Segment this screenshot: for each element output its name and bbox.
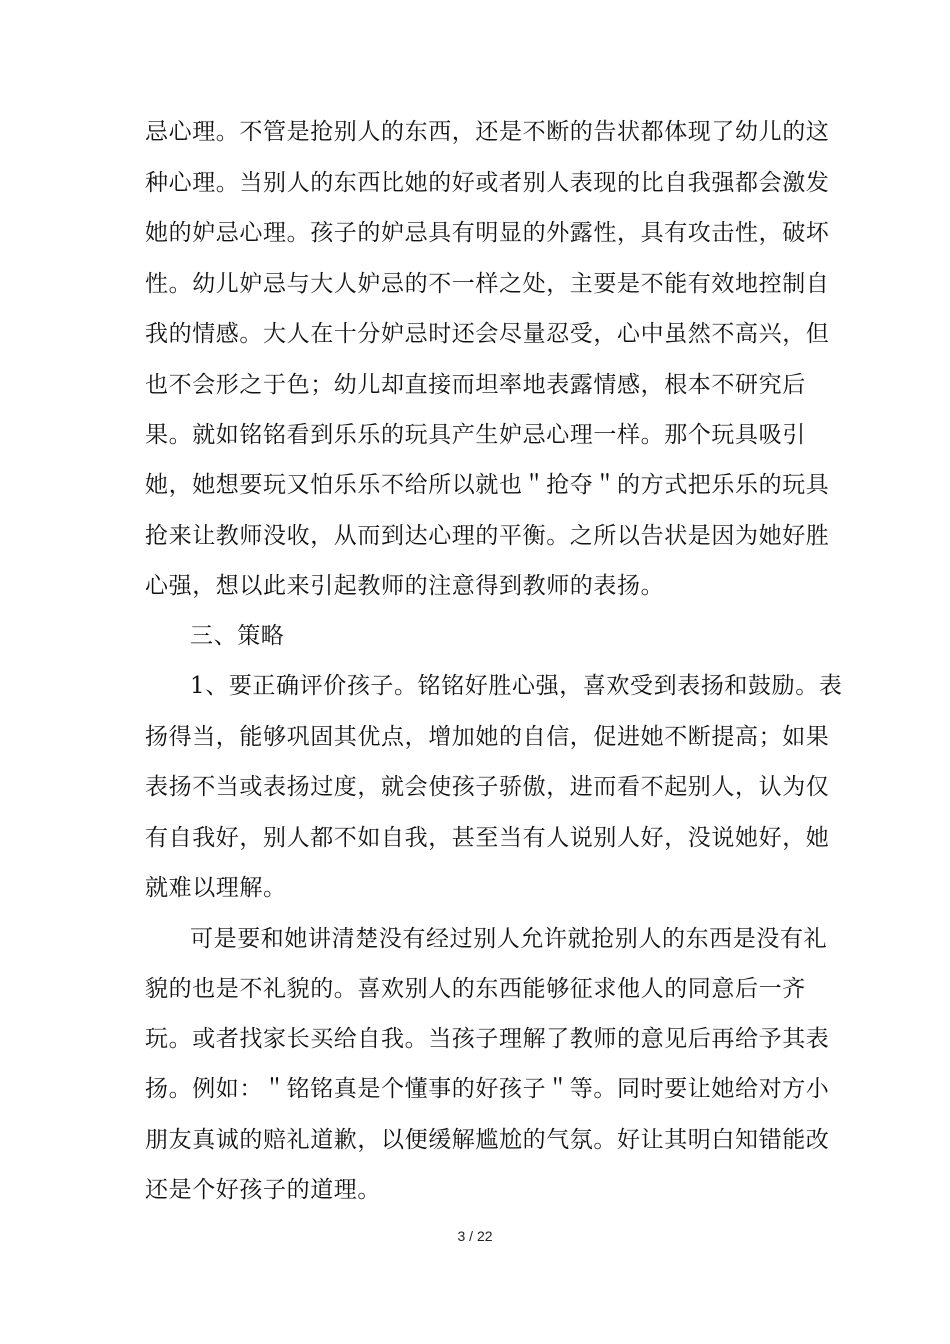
paragraph-3-line-1: 可是要和她讲清楚没有经过别人允许就抢别人的东西是没有礼 (190, 926, 828, 952)
paragraph-3-line-3: 玩。或者找家长买给自我。当孩子理解了教师的意见后再给予其表 (145, 1026, 830, 1052)
paragraph-1-line-6: 也不会形之于色；幼儿却直接而坦率地表露情感，根本不研究后 (145, 372, 806, 398)
paragraph-2-line-3: 表扬不当或表扬过度，就会使孩子骄傲，进而看不起别人，认为仅 (145, 774, 830, 800)
paragraph-1-line-7: 果。就如铭铭看到乐乐的玩具产生妒忌心理一样。那个玩具吸引 (145, 422, 806, 448)
paragraph-1-line-10: 心强，想以此来引起教师的注意得到教师的表扬。 (145, 573, 665, 599)
paragraph-1-line-8: 她，她想要玩又怕乐乐不给所以就也＂抢夺＂的方式把乐乐的玩具 (145, 472, 830, 498)
paragraph-2-line-4: 有自我好，别人都不如自我，甚至当有人说别人好，没说她好，她 (145, 825, 830, 851)
paragraph-1-line-5: 我的情感。大人在十分妒忌时还会尽量忍受，心中虽然不高兴，但 (145, 321, 830, 347)
paragraph-1-line-4: 性。幼儿妒忌与大人妒忌的不一样之处，主要是不能有效地控制自 (145, 271, 830, 297)
page-number: 3 / 22 (457, 1228, 493, 1244)
paragraph-3-line-6: 还是个好孩子的道理。 (145, 1177, 381, 1203)
section-heading: 三、策略 (190, 623, 285, 649)
paragraph-1-line-1: 忌心理。不管是抢别人的东西，还是不断的告状都体现了幼儿的这 (145, 119, 830, 145)
paragraph-1-line-2: 种心理。当别人的东西比她的好或者别人表现的比自我强都会激发 (145, 170, 830, 196)
paragraph-1-line-3: 她的妒忌心理。孩子的妒忌具有明显的外露性，具有攻击性，破坏 (145, 220, 830, 246)
paragraph-2-line-5: 就难以理解。 (145, 875, 287, 901)
paragraph-3-line-4: 扬。例如：＂铭铭真是个懂事的好孩子＂等。同时要让她给对方小 (145, 1076, 830, 1102)
paragraph-3-line-5: 朋友真诚的赔礼道歉，以便缓解尴尬的气氛。好让其明白知错能改 (145, 1127, 830, 1153)
paragraph-1-line-9: 抢来让教师没收，从而到达心理的平衡。之所以告状是因为她好胜 (145, 523, 830, 549)
paragraph-2-line-1: 1、要正确评价孩子。铭铭好胜心强，喜欢受到表扬和鼓励。表 (190, 673, 843, 699)
paragraph-2-line-2: 扬得当，能够巩固其优点，增加她的自信，促进她不断提高；如果 (145, 724, 830, 750)
paragraph-3-line-2: 貌的也是不礼貌的。喜欢别人的东西能够征求他人的同意后一齐 (145, 976, 806, 1002)
